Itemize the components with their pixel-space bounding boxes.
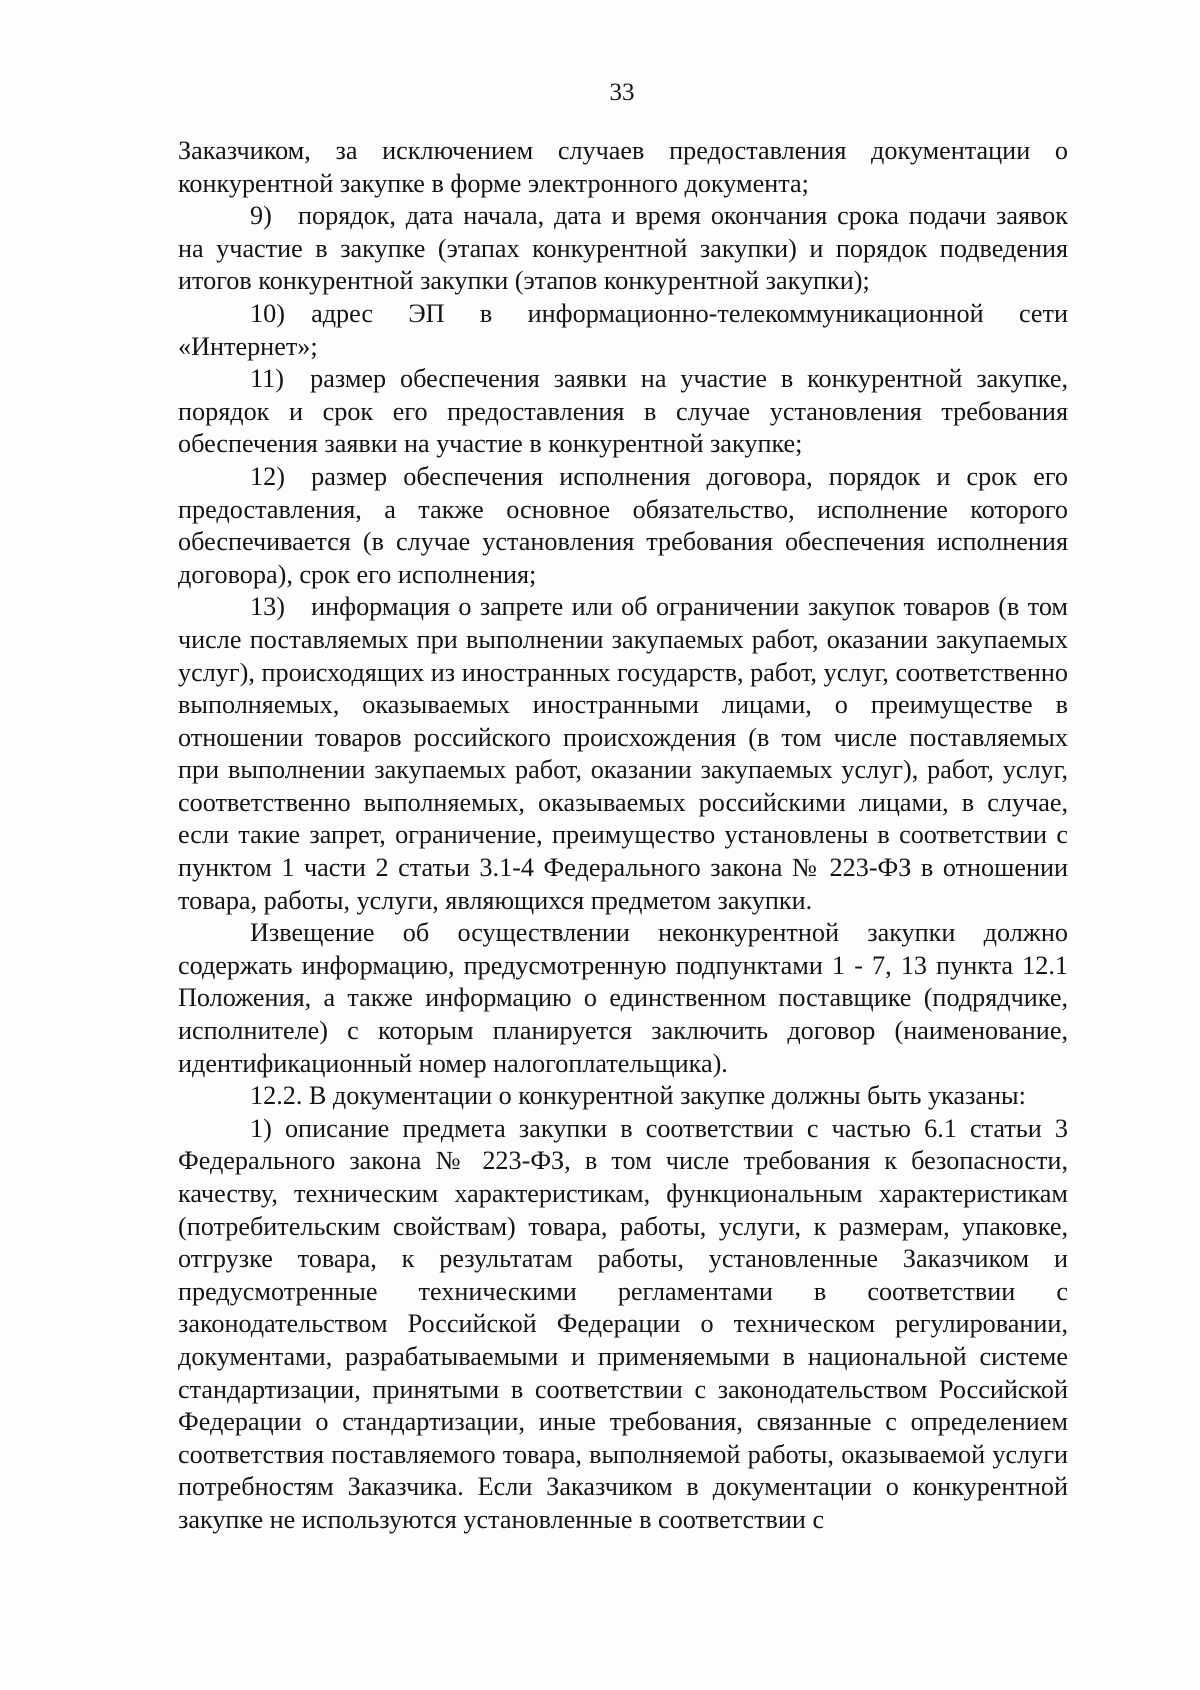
paragraph-item-9: 9) порядок, дата начала, дата и время окончания срока подачи заявок на участие в закупке (этапах конкурентной закупки) и порядок подведения итогов конкурентной закупки (этапов конкурентной закупки); bbox=[178, 201, 1068, 296]
paragraph-item-10: 10) адрес ЭП в информационно-телекоммуникационной сети «Интернет»; bbox=[178, 298, 1068, 361]
paragraph-item-12: 12) размер обеспечения исполнения договора, порядок и срок его предоставления, а также основное обязательство, исполнение которого обеспечивается (в случае установления требования обеспечения исполнения договора), срок его исполнения; bbox=[178, 461, 1068, 589]
paragraph-item-1: 1) описание предмета закупки в соответствии с частью 6.1 статьи 3 Федерального закона № 223-ФЗ, в том числе требования к безопасности, качеству, техническим характеристикам, функциональным характеристикам (потребительским свойствам) товара, работы, услуги, к размерам, упаковке, отгрузке товара, к результатам работы, установленные Заказчиком и предусмотренные техническими регламентами в соответствии с законодательством Российской Федерации о техническом регулировании, документами, разрабатываемыми и применяемыми в национальной системе стандартизации, принятыми в соответствии с законодательством Российской Федерации о стандартизации, иные требования, связанные с определением соответствия поставляемого товара, выполняемой работы, оказываемой услуги потребностям Заказчика. Если Заказчиком в документации о конкурентной закупке не используются установленные в соответствии с bbox=[178, 1113, 1068, 1534]
paragraph-notice: Извещение об осуществлении неконкурентной закупки должно содержать информацию, предусмотренную подпунктами 1 - 7, 13 пункта 12.1 Положения, а также информацию о единственном поставщике (подрядчике, исполнителе) с которым планируется заключить договор (наименование, идентификационный номер налогоплательщика). bbox=[178, 918, 1068, 1078]
paragraph-continuation: Заказчиком, за исключением случаев предоставления документации о конкурентной закупке в форме электронного документа; bbox=[178, 136, 1068, 198]
page-number: 33 bbox=[609, 79, 635, 106]
document-body bbox=[178, 135, 1068, 1537]
paragraph-item-13: 13) информация о запрете или об ограничении закупок товаров (в том числе поставляемых при выполнении закупаемых работ, оказании закупаемых услуг), происходящих из иностранных государств, работ, услуг, соответственно выполняемых, оказываемых иностранными лицами, о преимуществе в отношении товаров российского происхождения (в том числе поставляемых при выполнении закупаемых работ, оказании закупаемых услуг), работ, услуг, соответственно выполняемых, оказываемых российскими лицами, в случае, если такие запрет, ограничение, преимущество установлены в соответствии с пунктом 1 части 2 статьи 3.1-4 Федерального закона № 223-ФЗ в отношении товара, работы, услуги, являющихся предметом закупки. bbox=[178, 592, 1068, 915]
paragraph-item-11: 11) размер обеспечения заявки на участие в конкурентной закупке, порядок и срок его предоставления в случае установления требования обеспечения заявки на участие в конкурентной закупке; bbox=[178, 364, 1068, 459]
paragraph-section-12-2: 12.2. В документации о конкурентной закупке должны быть указаны: bbox=[250, 1081, 1026, 1111]
